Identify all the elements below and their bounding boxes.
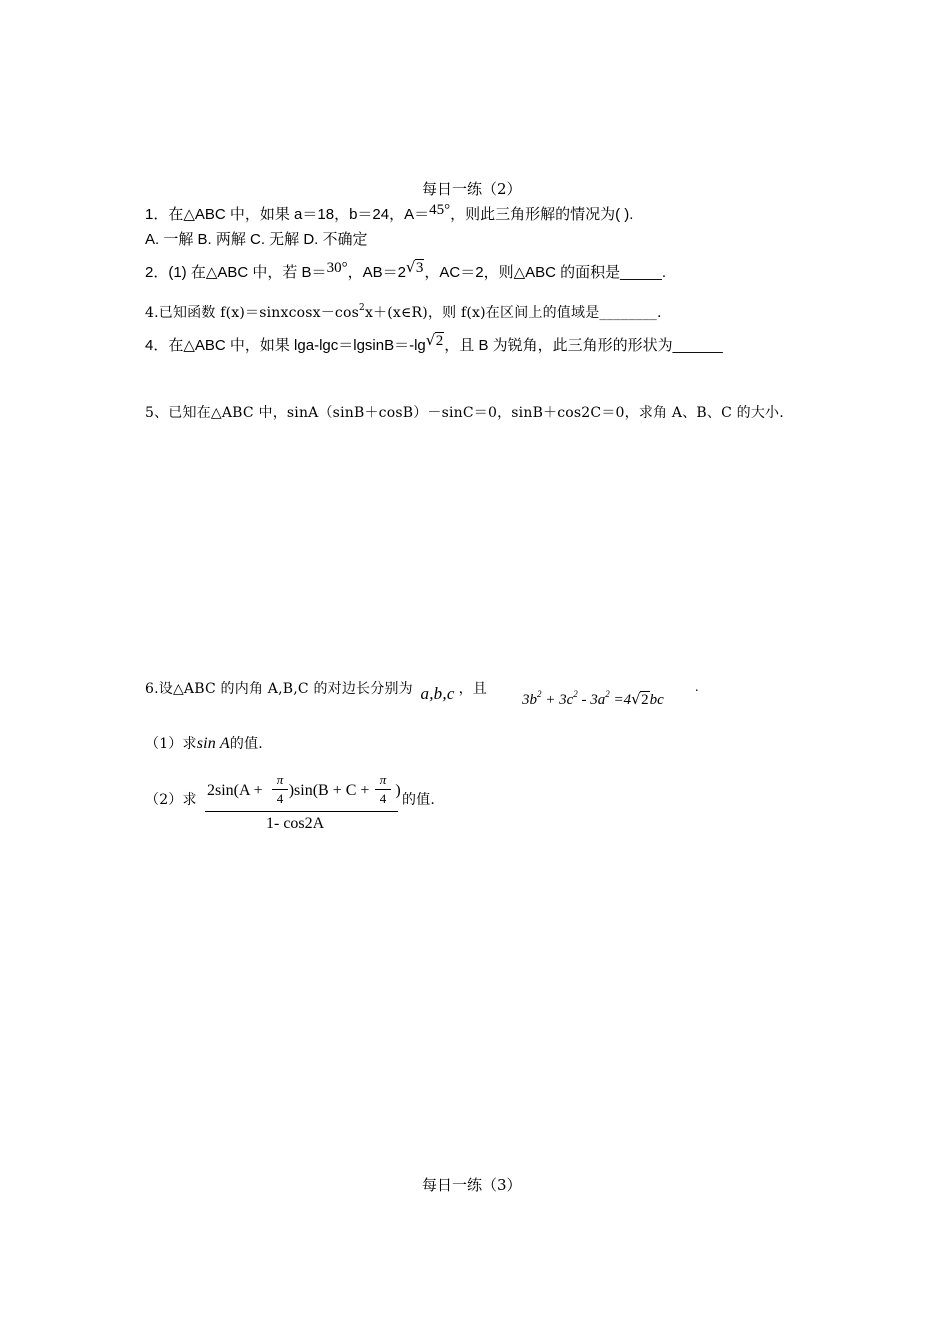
q6-eq-c: - 3a bbox=[577, 692, 606, 708]
question-4 bbox=[145, 334, 723, 355]
q2-radicand: 3 bbox=[415, 260, 424, 276]
q6-num-a: 2sin(A + bbox=[207, 782, 267, 799]
q6-part1-a: （1）求 bbox=[145, 736, 197, 752]
q6-sqrt bbox=[631, 692, 650, 709]
q2-text-a: 2．(1) 在△ABC 中，若 B＝ bbox=[145, 264, 327, 281]
question-5: 5、已知在△ABC 中，sinA（sinB＋cosB）－sinC＝0，sinB＋cos2C＝0，求角 A、B、C 的大小. bbox=[145, 405, 784, 421]
q6-pi-bar-2 bbox=[375, 789, 391, 790]
q6-part2-b: 的值. bbox=[402, 792, 436, 808]
q1-text-a: 1．在△ABC 中，如果 a＝18，b＝24，A＝ bbox=[145, 206, 430, 223]
question-3 bbox=[145, 302, 662, 322]
q2-angle: 30° bbox=[326, 260, 348, 276]
q6-sup-3: 2 bbox=[605, 689, 610, 699]
q6-equation bbox=[522, 689, 664, 709]
q2-text-b: ，AB＝2 bbox=[347, 264, 406, 281]
q2-sqrt bbox=[406, 260, 425, 277]
q6-sup-2: 2 bbox=[573, 689, 578, 699]
q6-text-a: 6.设△ABC 的内角 A,B,C 的对边长分别为 bbox=[145, 681, 413, 697]
q6-sup-1: 2 bbox=[537, 689, 542, 699]
q6-pi-frac-1 bbox=[272, 772, 288, 807]
q4-sqrt bbox=[426, 333, 445, 350]
q6-pi-frac-2 bbox=[375, 772, 391, 807]
q1-angle: 45° bbox=[429, 202, 451, 218]
page-title: 每日一练（2） bbox=[422, 180, 522, 198]
q2-text-c: ，AC＝2，则△ABC 的面积是_____. bbox=[424, 264, 667, 281]
q6-four-2: 4 bbox=[379, 791, 387, 806]
question-2 bbox=[145, 261, 666, 282]
q6-pi-1: π bbox=[276, 772, 284, 787]
q3-text-b: x＋(x∈R)，则 f(x)在区间上的值域是________. bbox=[364, 305, 662, 321]
q6-eq-b: + 3c bbox=[541, 692, 574, 708]
next-page-title: 每日一练（3） bbox=[422, 1176, 522, 1194]
q3-text-a: 4.已知函数 f(x)＝sinxcosx－cos bbox=[145, 305, 359, 321]
q6-denominator: 1- cos2A bbox=[266, 815, 325, 832]
q1-text-b: ，则此三角形解的情况为( ). bbox=[450, 206, 634, 223]
q6-pi-2: π bbox=[379, 772, 387, 787]
q4-radicand: 2 bbox=[435, 333, 444, 349]
question-6 bbox=[145, 678, 487, 703]
q6-num-b: )sin(B + C + bbox=[288, 782, 374, 799]
q6-eq-a: 3b bbox=[522, 692, 537, 708]
q6-part1-b: 的值. bbox=[229, 736, 263, 752]
q6-fraction-bar bbox=[205, 811, 398, 812]
q6-dot: . bbox=[695, 680, 699, 695]
q6-vars: a,b,c bbox=[420, 684, 455, 703]
q6-part1-expr: sin A bbox=[196, 735, 230, 752]
q6-four-1: 4 bbox=[276, 791, 284, 806]
question-1-options: A. 一解 B. 两解 C. 无解 D. 不确定 bbox=[145, 231, 368, 248]
q6-eq-rad: 2 bbox=[641, 692, 649, 708]
q6-eq-d: =4 bbox=[609, 692, 632, 708]
q6-part-2-label: （2）求 bbox=[145, 792, 197, 808]
question-1 bbox=[145, 203, 633, 224]
q6-pi-bar-1 bbox=[272, 789, 288, 790]
q6-num-c: ) bbox=[395, 782, 401, 799]
q4-text-a: 4．在△ABC 中，如果 lga-lgc＝lgsinB＝-lg bbox=[145, 337, 426, 354]
q3-sup: 2 bbox=[359, 303, 365, 313]
q6-part-1 bbox=[145, 733, 263, 753]
q6-text-b: ，且 bbox=[458, 681, 487, 697]
q6-numerator bbox=[207, 782, 401, 800]
q6-eq-e: bc bbox=[649, 692, 664, 708]
q4-text-b: ，且 B 为锐角，此三角形的形状为______ bbox=[444, 337, 723, 354]
